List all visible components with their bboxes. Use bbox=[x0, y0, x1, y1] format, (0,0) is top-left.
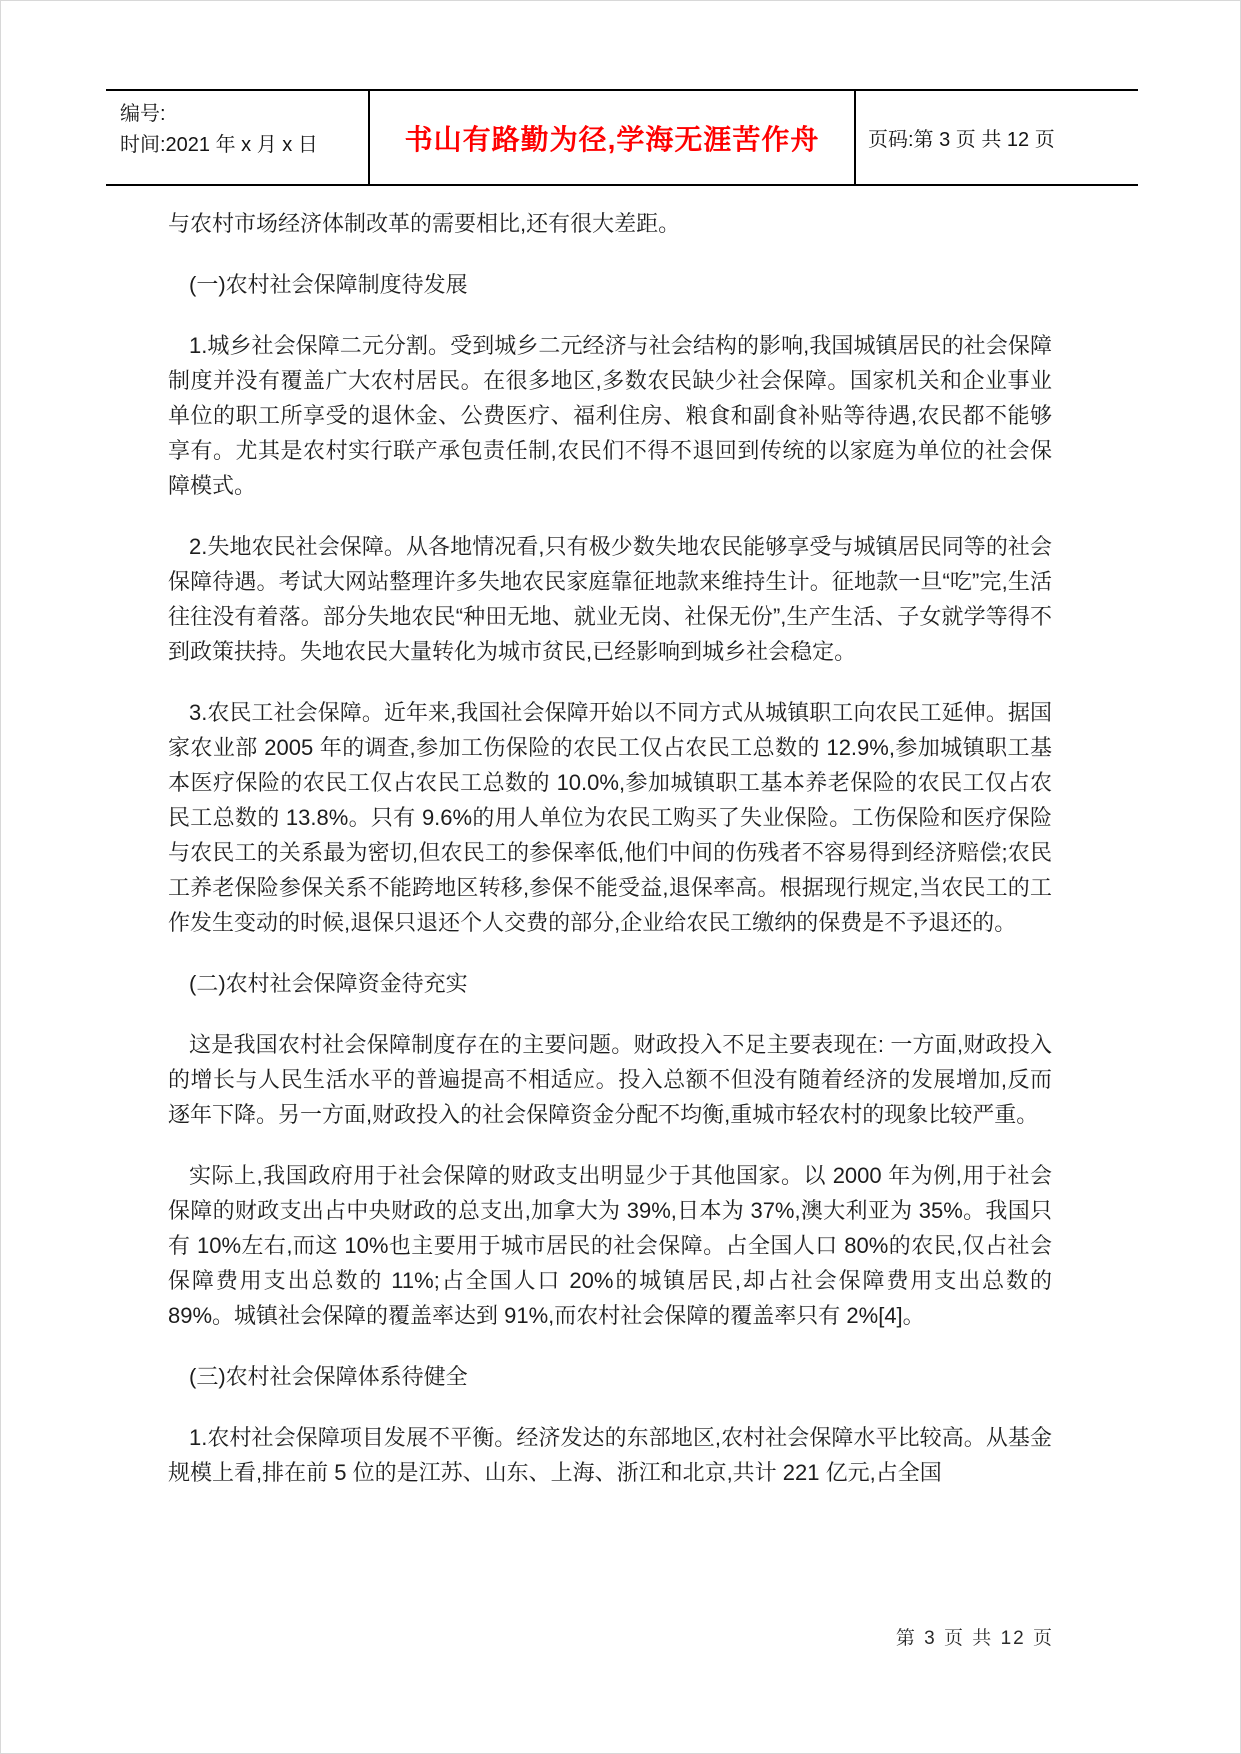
section-heading-1: (一)农村社会保障制度待发展 bbox=[189, 272, 468, 297]
document-date-label: 时间:2021 年 x 月 x 日 bbox=[120, 134, 318, 156]
page-footer bbox=[168, 1623, 1054, 1650]
header-page-label: 页码:第 3 页 共 12 页 bbox=[868, 129, 1055, 151]
header-table bbox=[106, 89, 1138, 186]
header-left-cell bbox=[106, 91, 368, 184]
section-heading-3: (三)农村社会保障体系待健全 bbox=[189, 1364, 468, 1389]
paragraph: 这是我国农村社会保障制度存在的主要问题。财政投入不足主要表现在: 一方面,财政投入的增长与人民生活水平的普遍提高不相适应。投入总额不但没有随着经济的发展增加,反而逐年下降。另一方面,财政投入的社会保障资金分配不均衡,重城市轻农村的现象比较严重。 bbox=[168, 1032, 1052, 1127]
header-middle-cell bbox=[368, 91, 854, 184]
paragraph: 实际上,我国政府用于社会保障的财政支出明显少于其他国家。以 2000 年为例,用于社会保障的财政支出占中央财政的总支出,加拿大为 39%,日本为 37%,澳大利亚为 35%。我国只有 10%左右,而这 10%也主要用于城市居民的社会保障。占全国人口 80%的农民,仅占社会保障费用支出总数的 11%;占全国人口 20%的城镇居民,却占社会保障费用支出总数的 89%。城镇社会保障的覆盖率达到 91%,而农村社会保障的覆盖率只有 2%[4]。 bbox=[168, 1163, 1052, 1328]
section-heading-2: (二)农村社会保障资金待充实 bbox=[189, 971, 468, 996]
document-body bbox=[168, 206, 1052, 1490]
paragraph: 3.农民工社会保障。近年来,我国社会保障开始以不同方式从城镇职工向农民工延伸。据国家农业部 2005 年的调查,参加工伤保险的农民工仅占农民工总数的 12.9%,参加城镇职工基本医疗保险的农民工仅占农民工总数的 10.0%,参加城镇职工基本养老保险的农民工仅占农民工总数的 13.8%。只有 9.6%的用人单位为农民工购买了失业保险。工伤保险和医疗保险与农民工的关系最为密切,但农民工的参保率低,他们中间的伤残者不容易得到经济赔偿;农民工养老保险参保关系不能跨地区转移,参保不能受益,退保率高。根据现行规定,当农民工的工作发生变动的时候,退保只退还个人交费的部分,企业给农民工缴纳的保费是不予退还的。 bbox=[168, 700, 1052, 935]
footer-page-number: 第 3 页 共 12 页 bbox=[895, 1628, 1054, 1649]
header-slogan: 书山有路勤为径,学海无涯苦作舟 bbox=[404, 123, 820, 155]
paragraph: 2.失地农民社会保障。从各地情况看,只有极少数失地农民能够享受与城镇居民同等的社会保障待遇。考试大网站整理许多失地农民家庭靠征地款来维持生计。征地款一旦“吃”完,生活往往没有着落。部分失地农民“种田无地、就业无岗、社保无份”,生产生活、子女就学等得不到政策扶持。失地农民大量转化为城市贫民,已经影响到城乡社会稳定。 bbox=[168, 534, 1052, 664]
paragraph: 1.农村社会保障项目发展不平衡。经济发达的东部地区,农村社会保障水平比较高。从基金规模上看,排在前 5 位的是江苏、山东、上海、浙江和北京,共计 221 亿元,占全国 bbox=[168, 1425, 1052, 1485]
header-right-cell bbox=[854, 91, 1138, 184]
paragraph: 1.城乡社会保障二元分割。受到城乡二元经济与社会结构的影响,我国城镇居民的社会保障制度并没有覆盖广大农村居民。在很多地区,多数农民缺少社会保障。国家机关和企业事业单位的职工所享受的退休金、公费医疗、福利住房、粮食和副食补贴等待遇,农民都不能够享有。尤其是农村实行联产承包责任制,农民们不得不退回到传统的以家庭为单位的社会保障模式。 bbox=[168, 333, 1052, 498]
paragraph-continuation: 与农村市场经济体制改革的需要相比,还有很大差距。 bbox=[168, 211, 681, 236]
document-number-label: 编号: bbox=[120, 103, 166, 125]
